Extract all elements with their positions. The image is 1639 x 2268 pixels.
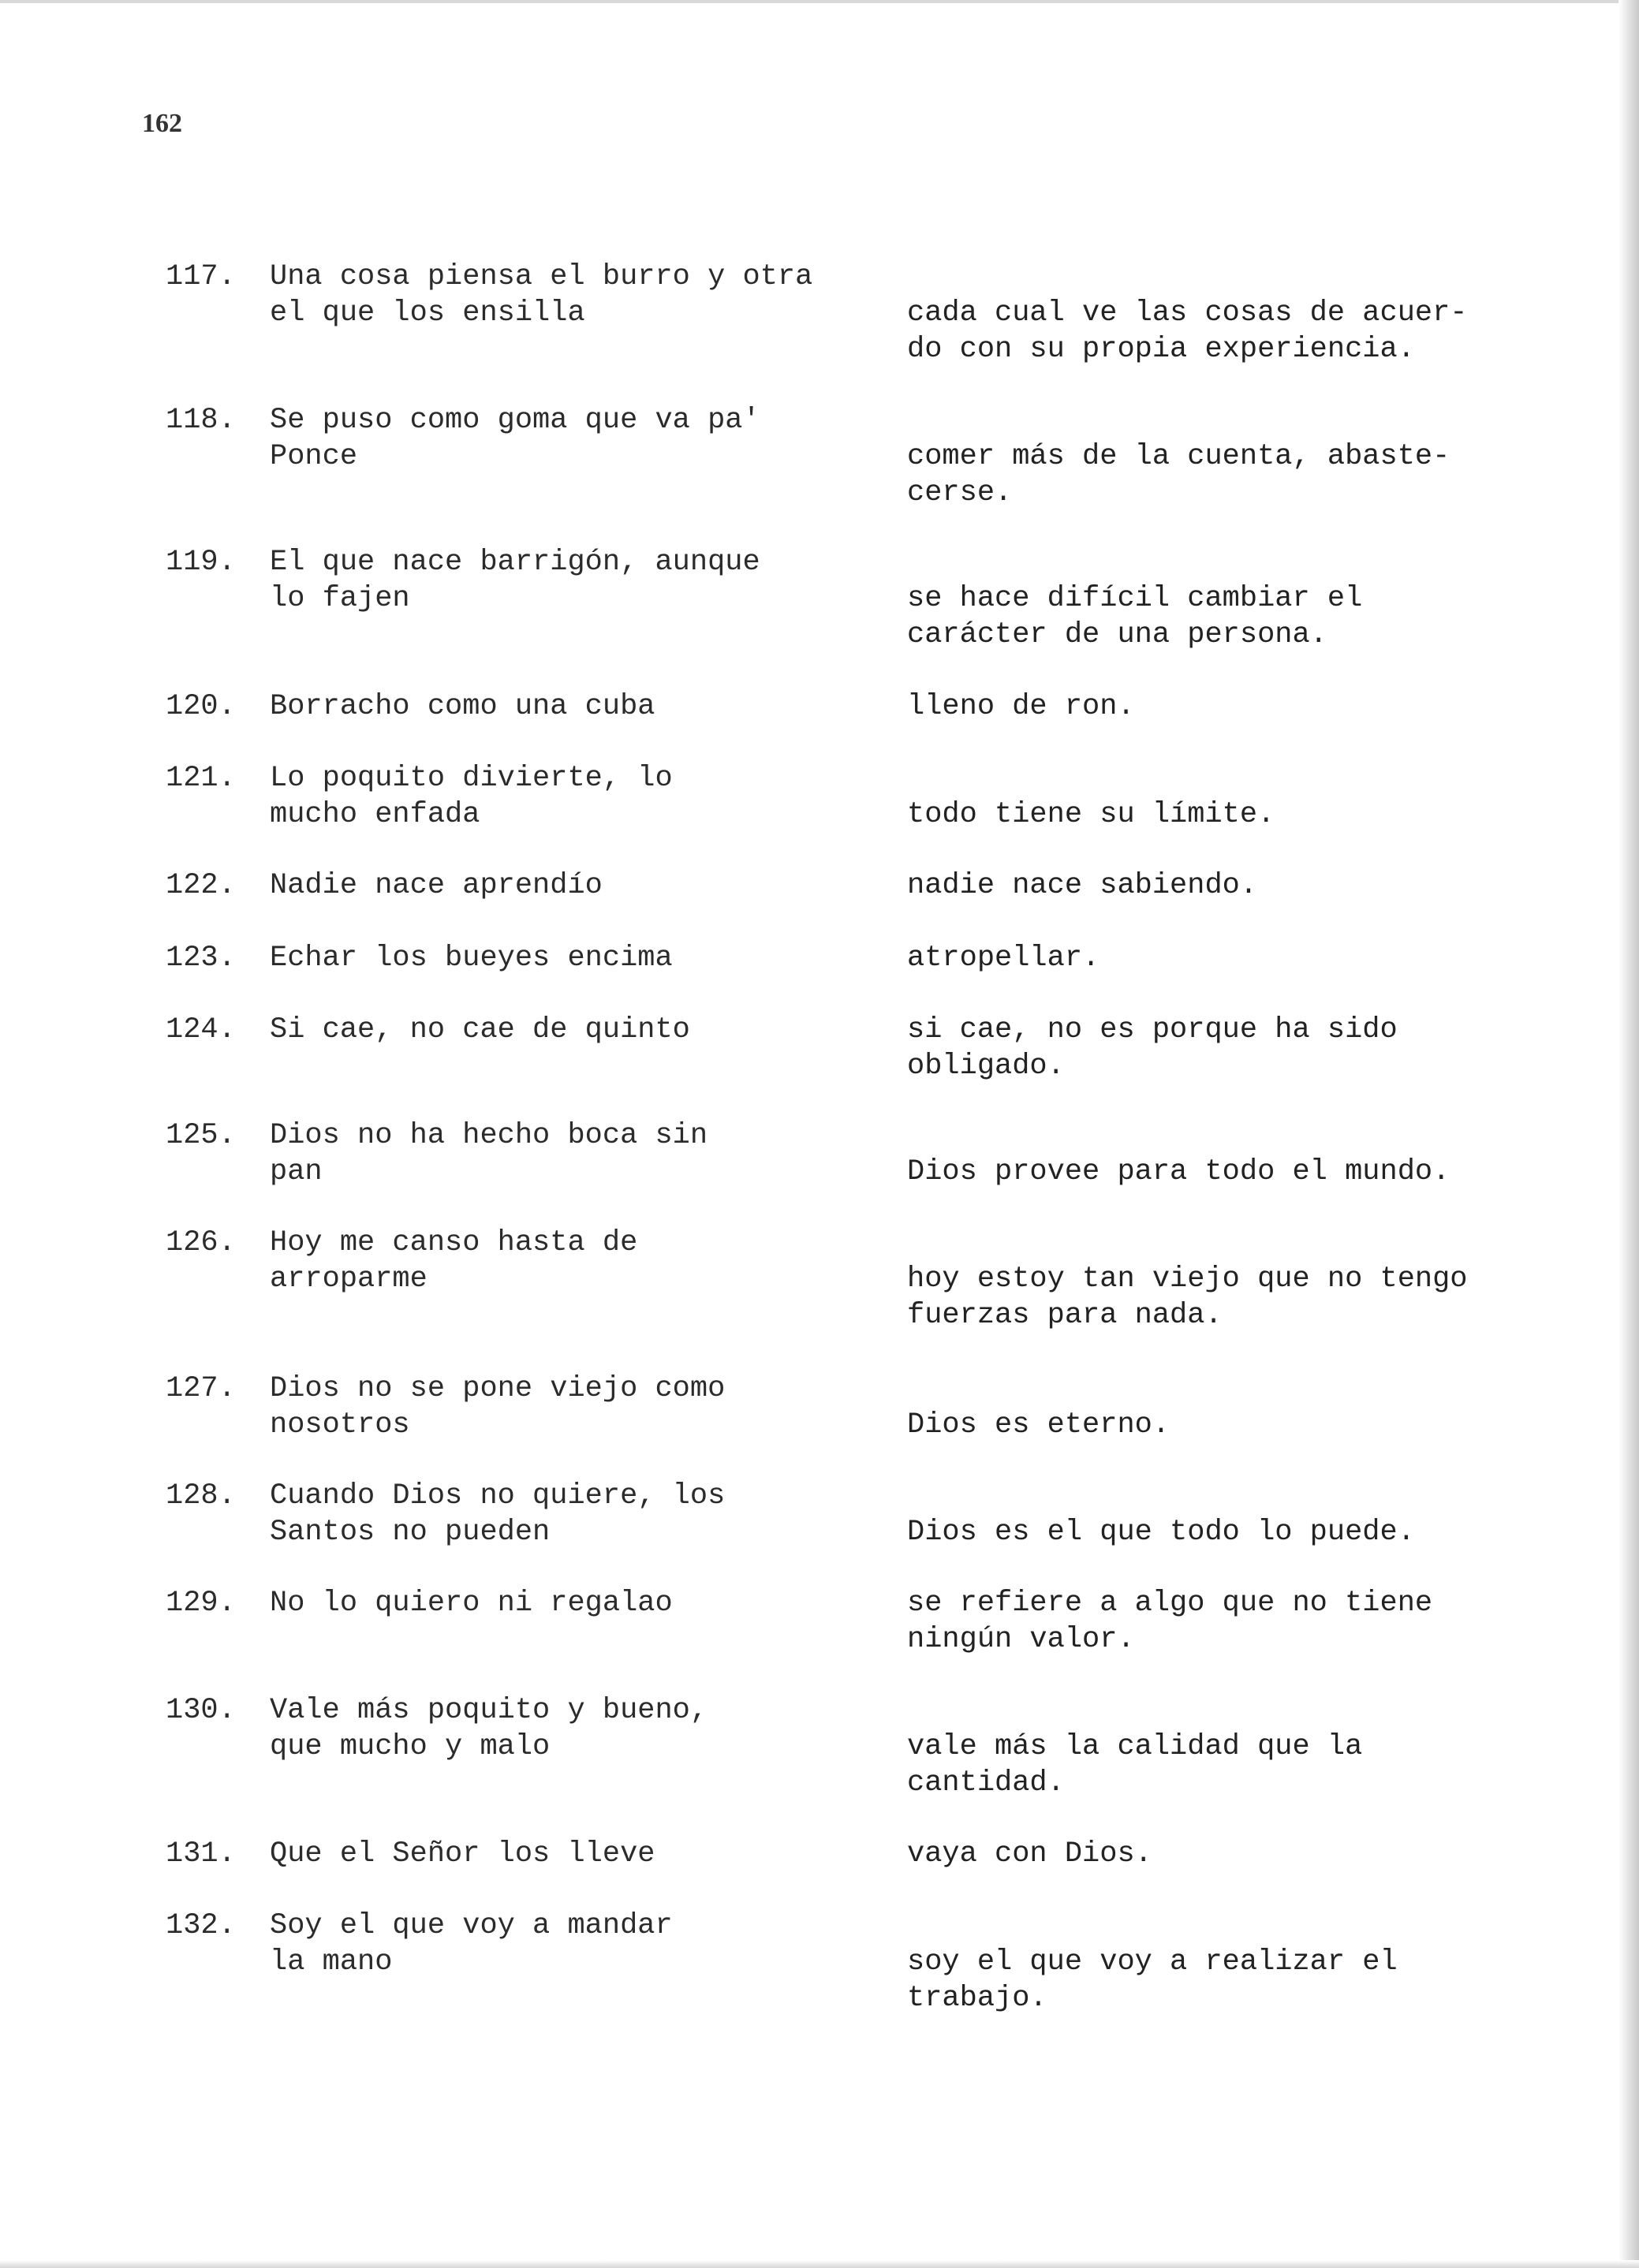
entry-meaning: hoy estoy tan viejo que no tengo fuerzas para nada.: [907, 1263, 1468, 1332]
entry-saying: Vale más poquito y bueno, que mucho y malo: [270, 1694, 708, 1763]
entry-saying: Lo poquito divierte, lo mucho enfada: [270, 762, 673, 831]
entry-meaning: atropellar.: [907, 942, 1100, 975]
page-right-edge: [1618, 0, 1639, 2268]
entry-saying: Nadie nace aprendío: [270, 869, 603, 902]
entry-number: 118.: [166, 404, 236, 437]
entry-meaning: nadie nace sabiendo.: [907, 869, 1258, 902]
entry-saying: Se puso como goma que va pa' Ponce: [270, 404, 760, 473]
entry-number: 130.: [166, 1694, 236, 1727]
entry-meaning: se hace difícil cambiar el carácter de una persona.: [907, 582, 1363, 651]
entry-meaning: Dios provee para todo el mundo.: [907, 1155, 1450, 1188]
entry-saying: Una cosa piensa el burro y otra el que los ensilla: [270, 260, 813, 330]
entry-number: 127.: [166, 1372, 236, 1405]
entry-number: 117.: [166, 260, 236, 293]
entry-meaning: cada cual ve las cosas de acuer- do con su propia experiencia.: [907, 297, 1468, 366]
entry-number: 126.: [166, 1226, 236, 1259]
entry-saying: No lo quiero ni regalao: [270, 1587, 673, 1620]
page-bottom-edge: [0, 2260, 1639, 2268]
entry-meaning: todo tiene su límite.: [907, 798, 1275, 831]
page-top-edge: [0, 0, 1639, 3]
entry-saying: Echar los bueyes encima: [270, 942, 673, 975]
entry-saying: Dios no ha hecho boca sin pan: [270, 1119, 708, 1188]
entry-meaning: vale más la calidad que la cantidad.: [907, 1730, 1363, 1800]
entry-meaning: Dios es eterno.: [907, 1408, 1170, 1442]
entry-number: 121.: [166, 762, 236, 795]
entry-meaning: vaya con Dios.: [907, 1837, 1152, 1871]
entry-saying: Que el Señor los lleve: [270, 1837, 655, 1871]
entry-number: 119.: [166, 546, 236, 579]
entry-number: 124.: [166, 1013, 236, 1046]
entry-meaning: comer más de la cuenta, abaste- cerse.: [907, 440, 1450, 509]
entry-saying: Dios no se pone viejo como nosotros: [270, 1372, 726, 1442]
entry-number: 128.: [166, 1479, 236, 1513]
entry-number: 132.: [166, 1909, 236, 1942]
entry-meaning: lleno de ron.: [907, 690, 1135, 723]
entry-number: 120.: [166, 690, 236, 723]
entry-saying: Si cae, no cae de quinto: [270, 1013, 690, 1046]
page-number: 162: [142, 109, 182, 138]
entry-meaning: soy el que voy a realizar el trabajo.: [907, 1945, 1398, 2015]
entry-number: 122.: [166, 869, 236, 902]
entry-number: 129.: [166, 1587, 236, 1620]
entry-saying: Borracho como una cuba: [270, 690, 655, 723]
entry-meaning: se refiere a algo que no tiene ningún valor.: [907, 1587, 1433, 1656]
entry-saying: Cuando Dios no quiere, los Santos no pueden: [270, 1479, 726, 1549]
entry-saying: Soy el que voy a mandar la mano: [270, 1909, 673, 1979]
entry-saying: Hoy me canso hasta de arroparme: [270, 1226, 638, 1296]
entry-meaning: Dios es el que todo lo puede.: [907, 1516, 1415, 1549]
entry-meaning: si cae, no es porque ha sido obligado.: [907, 1013, 1398, 1083]
entry-number: 131.: [166, 1837, 236, 1871]
entry-number: 125.: [166, 1119, 236, 1152]
entry-number: 123.: [166, 942, 236, 975]
entry-saying: El que nace barrigón, aunque lo fajen: [270, 546, 760, 615]
